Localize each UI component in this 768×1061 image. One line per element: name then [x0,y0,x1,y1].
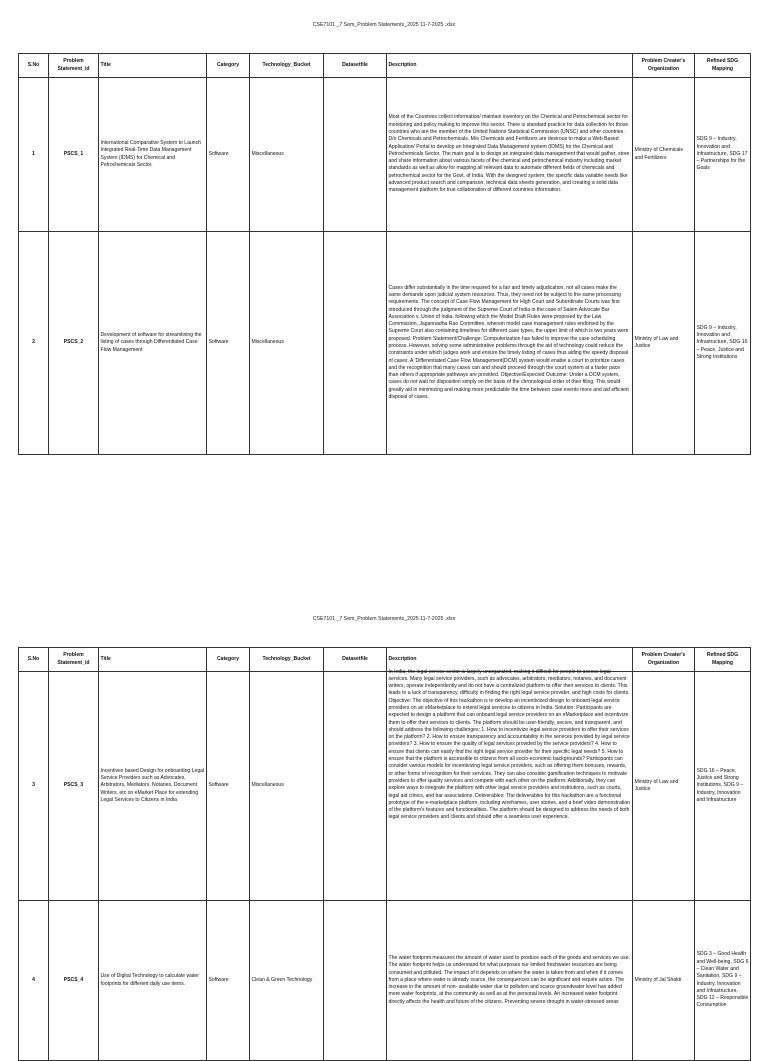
cell-problem-statement-id: PSCS_2 [49,232,99,455]
cell-sdg-mapping: SDG 9 – Industry, Innovation and Infrastructure, SDG 17 – Partnerships for the Goals [695,78,751,232]
table-row [19,78,751,232]
cell-organization: Ministry of Law and Justice [633,672,695,901]
col-header-technology-bucket: Technology_Bucket [250,54,324,78]
cell-category: Software [207,78,250,232]
description-clip [388,668,631,900]
col-header-sdg-mapping: Refined SDG Mapping [695,54,751,78]
col-header-organization: Problem Creater's Organization [633,54,695,78]
page-header: CSE7101 _7 Sem_Problem Statements_2025 11-7-2025 .xlsx [312,616,456,622]
problem-statements-table [18,647,751,1061]
cell-organization: Ministry of Law and Justice [633,232,695,455]
cell-problem-statement-id: PSCS_4 [49,901,99,1061]
description-text: In India, the legal service sector is largely unorganized, making it difficult for people to access legal services. Many legal service providers, such as advocates, arbitrators, mediators, notaries, and document writers, operate independently and do not have a centralized platform to offer their services to clients. This leads to a lack of transparency, difficulty in finding the right legal service provider, and high costs for clients. Objective: The objective of this hackathon is to develop an incentivized design to onboard legal service providers on an eMarketplace to extend legal services to citizens in India. Solution: Participants are expected to design a platform that can onboard legal service providers on an eMarketplace and incentivize them to offer their services to clients. The platform should be user-friendly, secure, and transparent, and should address the following challenges: 1. How to incentivize legal service providers to offer their services on the platform? 2. How to ensure transparency and accountability in the services provided by legal service providers? 3. How to ensure the quality of legal services provided by the service providers? 4. How to ensure that clients can easily find the right legal service provider for their specific legal needs? 5. How to ensure that the platform is accessible to citizens from all socio-economic backgrounds? Participants can consider various models for incentivizing legal service providers, such as offering them bonuses, rewards, or other forms of recognition for their services. They can also consider gamification techniques to motivate providers to offer quality services and compete with each other on the platform. Additionally, they can explore ways to integrate the platform with other legal service providers and institutions, such as courts, legal aid clinics, and bar associations. Deliverables: The deliverables for this hackathon are a functional prototype of the e-marketplace platform, including wireframes, user stories, and a brief video demonstration of the platform's features and functionalities. The platform should be designed to address the needs of both legal service providers and clients and should offer a seamless user experience. [388,668,631,821]
cell-datasetfile [324,672,387,901]
problem-statements-table [18,53,751,455]
col-header-description: Description [387,648,633,672]
table-row [19,232,751,455]
cell-technology-bucket: Clean & Green Technology [250,901,324,1061]
cell-technology-bucket: Miscellaneous [250,672,324,901]
cell-title: Use of Digital Technology to calculate water footprints for different daily use items. [99,901,207,1061]
table-row [19,672,751,901]
cell-sno: 2 [19,232,49,455]
sheet-page-2 [0,512,768,1024]
cell-organization: Ministry of Jal Shakti [633,901,695,1061]
col-header-category: Category [207,54,250,78]
cell-technology-bucket: Miscellaneous [250,78,324,232]
cell-organization: Ministry of Chemicals and Fertilizers [633,78,695,232]
cell-category: Software [207,232,250,455]
cell-description: The water footprint measures the amount of water used to produce each of the goods and services we use. The water footprint helps us understand for what purposes our limited freshwater resources are being consumed and polluted. The impact of it depends on where the water is taken from and when if it comes from a place where water is already scarce, the consequences can be significant and require action. The increase in the amount of non- available water due to pollution and scarce groundwater level has added more water footprints, at the community as well as at the personal levels. An increased water footprint directly affects the health and future of the citizens. Preventing severe drought in water-stressed areas [387,901,633,1061]
table-row [19,901,751,1061]
col-header-sno: S.No [19,648,49,672]
col-header-organization: Problem Creater's Organization [633,648,695,672]
cell-datasetfile [324,232,387,455]
col-header-problem-statement-id: Problem Statement_id [49,54,99,78]
cell-problem-statement-id: PSCS_3 [49,672,99,901]
header-row [19,54,751,78]
cell-description [387,668,633,901]
col-header-technology-bucket: Technology_Bucket [250,648,324,672]
col-header-title: Title [99,648,207,672]
cell-problem-statement-id: PSCS_1 [49,78,99,232]
cell-sdg-mapping: SDG 3 – Good Health and Well-being, SDG 6 – Clean Water and Sanitation, SDG 9 – Industry, Innovation and Infrastructure, SDG 12 – Responsible Consumption [695,901,751,1061]
col-header-sdg-mapping: Refined SDG Mapping [695,648,751,672]
cell-description: Most of the Countries collect information/ maintain inventory on the Chemical and Petrochemical sector for monitoring and policy making to improve this sector. There is standard practice for data collection for those countries who are the member of the United Nations Statistical Commission (UNSC) and other countries. D/o Chemicals and Petrochemicals, M/o Chemicals and Fertilizers are desirous to make a Web Based Application/ Portal to develop an Integrated Data Management system (IDMS) for the Chemical and Petrochemicals Sector. The main goal is to design an integrated data management that would gather, store and share information about various facets of the chemical and petrochemical industry including market standards as well as allow for mapping all relevant data to automate different fields of chemicals and petrochemical sector for the Govt. of India. With the designed system, the specific data variable needs like advanced product search and comparison, technical data sheets generation, and creating a solid data management platform for true collaboration of different countries information. [387,78,633,232]
cell-category: Software [207,672,250,901]
cell-datasetfile [324,78,387,232]
cell-sdg-mapping: SDG 9 – Industry, Innovation and Infrastructure, SDG 16 – Peace, Justice and Strong Institutions [695,232,751,455]
cell-datasetfile [324,901,387,1061]
col-header-datasetfile: Datasetfile [324,648,387,672]
col-header-description: Description [387,54,633,78]
cell-technology-bucket: Miscellaneous [250,232,324,455]
cell-title: International Comparative System to Launch Integrated Real-Time Data Management System (IDMS) for Chemical and Petrochemicals Sector. [99,78,207,232]
cell-sno: 1 [19,78,49,232]
cell-title: Incentives based Design for onboarding Legal Service Providers such as Advocates, Arbitrators, Mediators, Notaries, Document Writers, etc on eMarket Place for extending Legal Services to Citizens in India [99,672,207,901]
col-header-sno: S.No [19,54,49,78]
col-header-datasetfile: Datasetfile [324,54,387,78]
cell-sno: 3 [19,672,49,901]
page-header: CSE7101 _7 Sem_Problem Statements_2025 11-7-2025 .xlsx [312,22,456,28]
col-header-title: Title [99,54,207,78]
cell-category: Software [207,901,250,1061]
cell-title: Development of software for streamlining the listing of cases through Differentiated Case Flow Management [99,232,207,455]
col-header-problem-statement-id: Problem Statement_id [49,648,99,672]
header-row [19,648,751,672]
cell-sdg-mapping: SDG 16 – Peace, Justice and Strong Institutions, SDG 9 – Industry, Innovation and Infrastructure [695,672,751,901]
cell-sno: 4 [19,901,49,1061]
sheet-page-1 [0,0,768,512]
col-header-category: Category [207,648,250,672]
cell-description: Cases differ substantially in the time required for a fair and timely adjudication, not all cases make the same demands upon judicial system resources. Thus, they need not be subject to the same processing requirements. The concept of Case Flow Management for High Court and Subordinate Courts was first introduced through the judgment of the Supreme Court of India in the case of Salem Advocate Bar Association v. Union of India, following which the Model Draft Rules were proposed by the Law Commission, Jagannadha Rao Committee, wherein model case management rules endorsed by the Supreme Court also containing timelines for different case types, the upper limit of which is two years were proposed. Problem Statement/Challenge: Computerization has failed to improve the case scheduling process. However, solving some administrative problems through the aid of technology could reduce the constraints under which judges work and ensure the timely listing of cases thus aiding the speedy disposal of cases. A 'Differentiated Case Flow Management(DCM) system would enable a court to prioritize cases and the recognition that many cases can and should proceed through the court system at a faster pace than others if appropriate pathways are provided. Objective/Expected Outcome: Under a DCM system, cases do not wait for disposition simply on the basis of the chronological order of their filing. This would greatly aid in minimizing and making more predictable the time between case events more and aid efficient disposal of cases. [387,232,633,455]
